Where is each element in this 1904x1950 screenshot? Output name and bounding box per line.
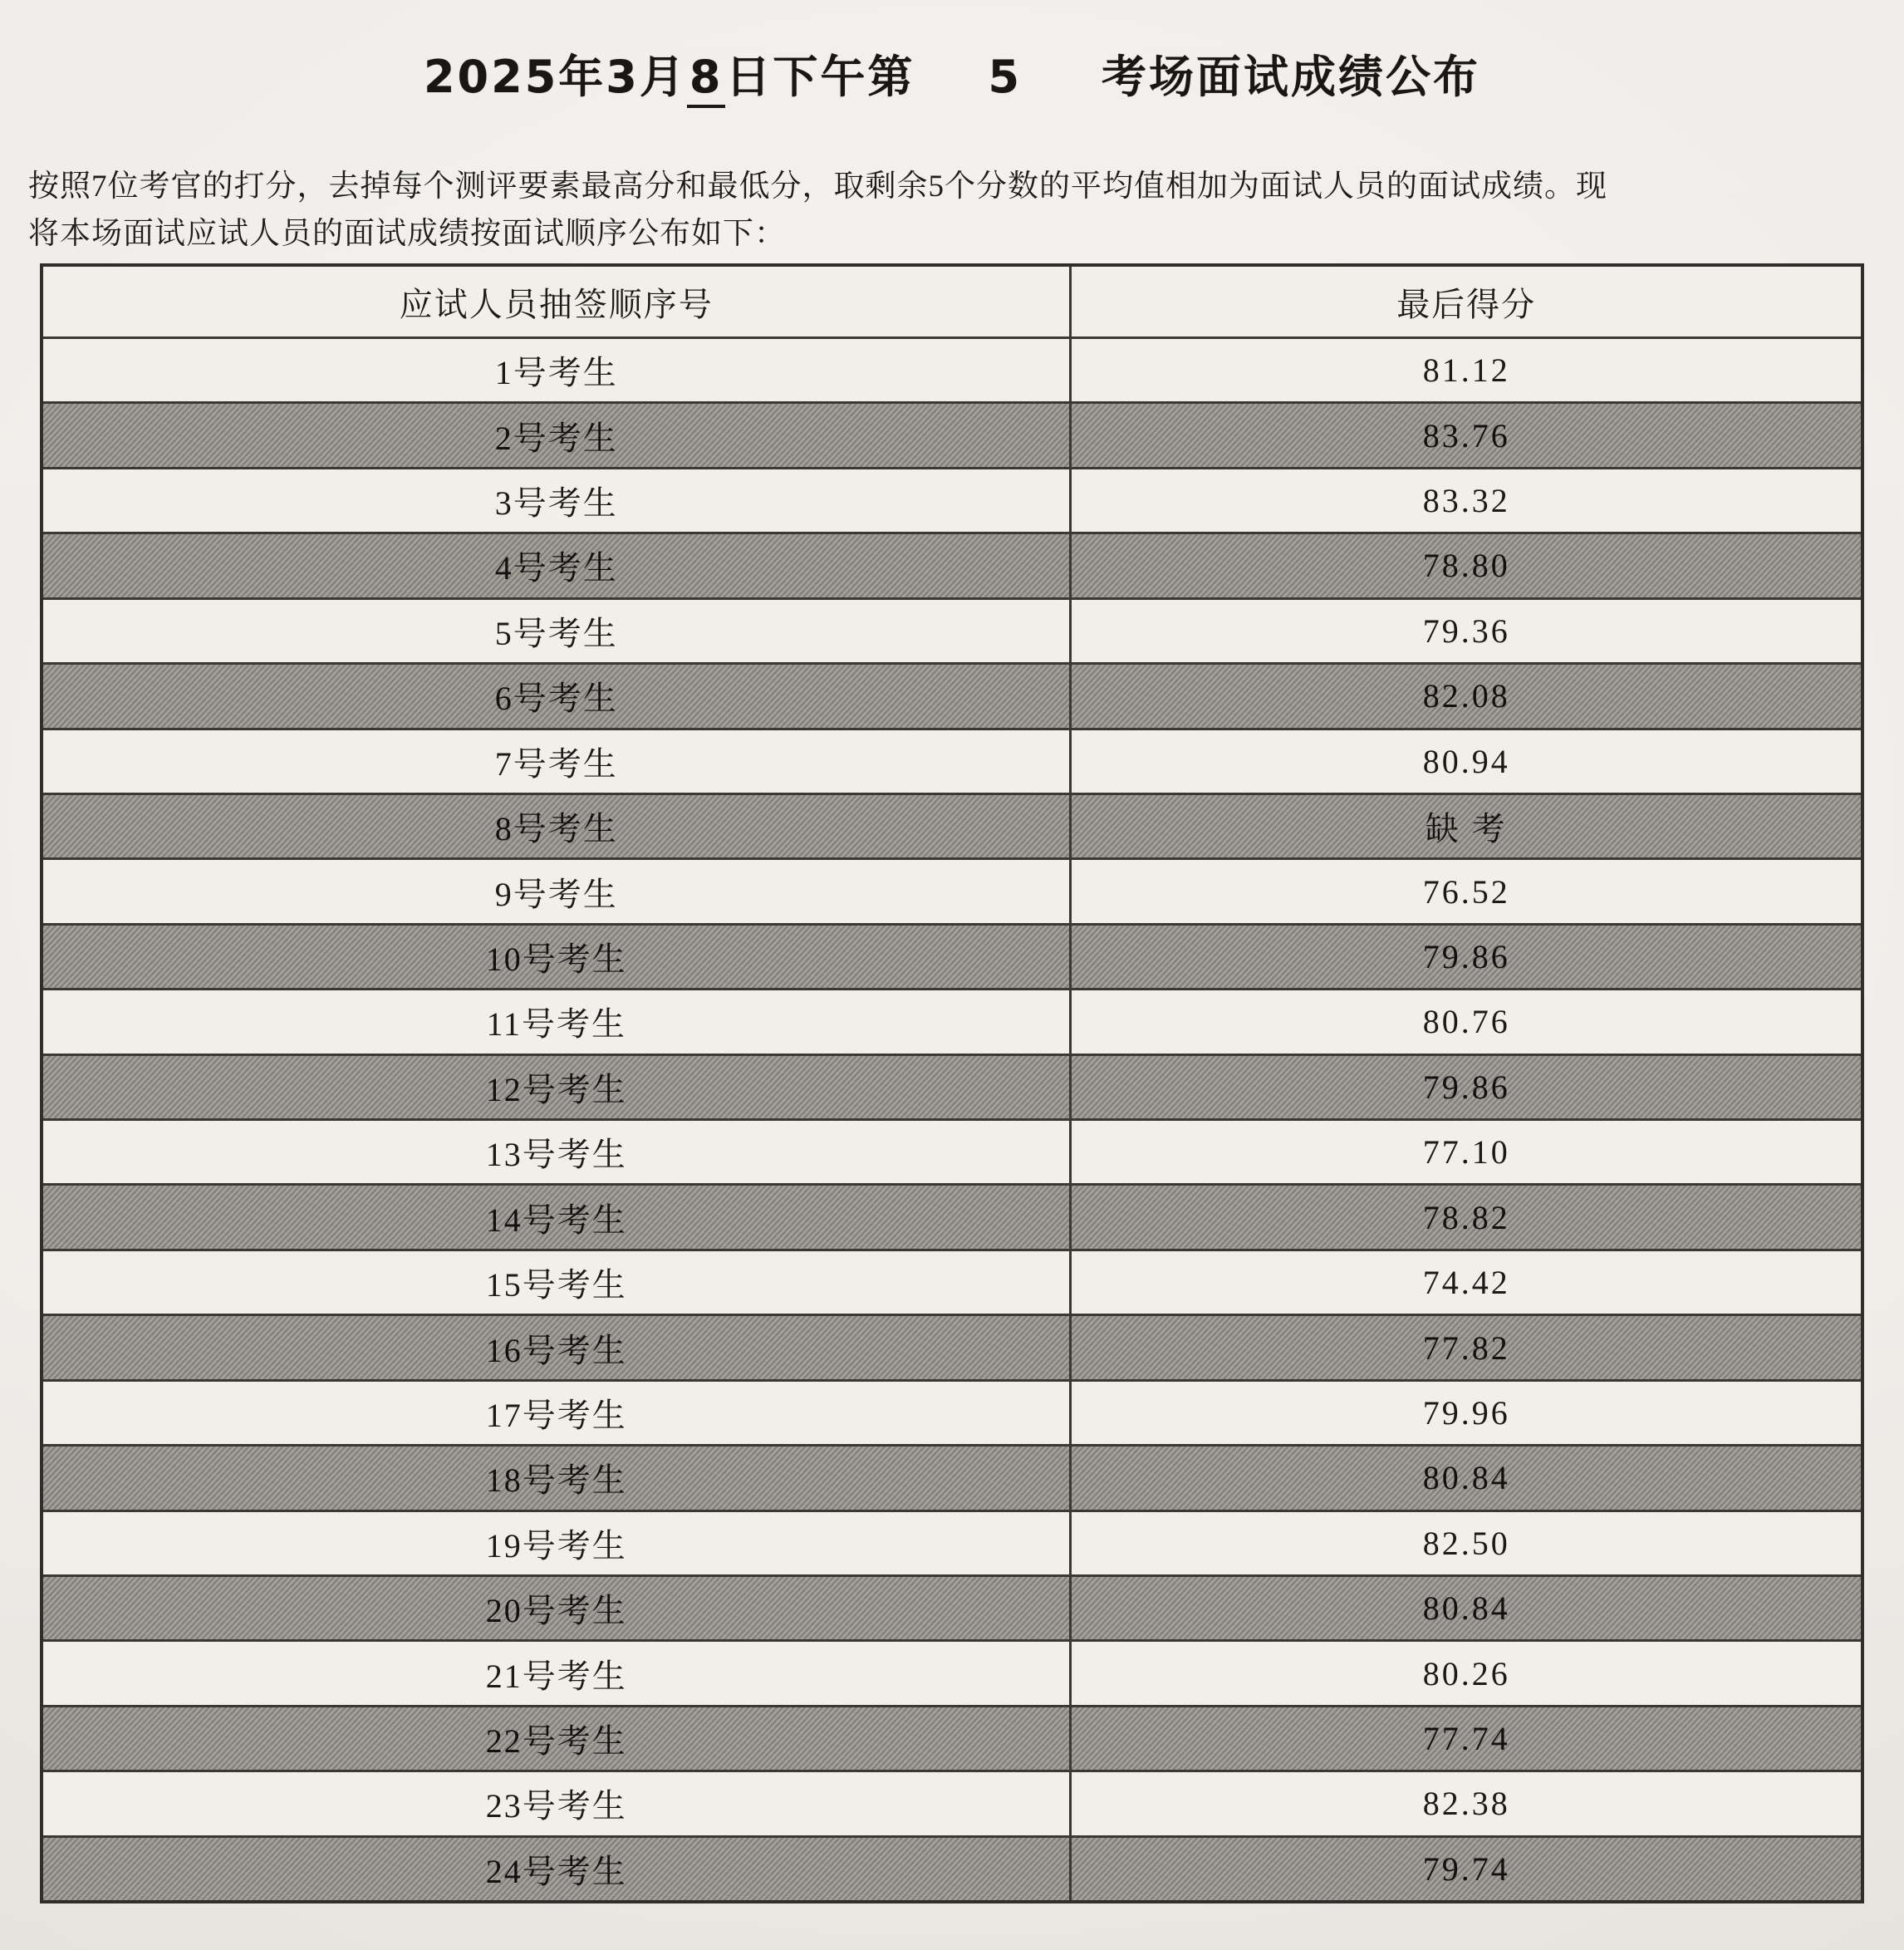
final-score-cell: 77.74 bbox=[1422, 1720, 1510, 1758]
candidate-order-cell: 22号考生 bbox=[43, 1707, 1072, 1770]
candidate-order-cell: 12号考生 bbox=[43, 1056, 1072, 1118]
candidate-order-cell: 20号考生 bbox=[43, 1577, 1072, 1639]
final-score-cell: 78.82 bbox=[1422, 1198, 1510, 1236]
table-row bbox=[43, 857, 1861, 922]
final-score-cell: 83.76 bbox=[1422, 416, 1510, 454]
table-row bbox=[43, 1054, 1861, 1118]
title-suffix: 考场面试成绩公布 bbox=[1102, 51, 1481, 103]
candidate-order-cell: 5号考生 bbox=[43, 600, 1072, 662]
final-score-cell: 79.96 bbox=[1422, 1393, 1510, 1432]
candidate-order-cell: 13号考生 bbox=[43, 1121, 1072, 1183]
table-header-row bbox=[43, 267, 1861, 336]
final-score-cell: 77.82 bbox=[1422, 1329, 1510, 1367]
candidate-order-cell: 21号考生 bbox=[43, 1642, 1072, 1704]
final-score-cell: 74.42 bbox=[1422, 1264, 1510, 1302]
score-table bbox=[40, 263, 1864, 1903]
candidate-order-cell: 10号考生 bbox=[43, 926, 1072, 988]
final-score-cell: 83.32 bbox=[1422, 482, 1510, 520]
candidate-order-cell: 24号考生 bbox=[43, 1838, 1072, 1900]
table-row bbox=[43, 728, 1861, 793]
candidate-order-cell: 19号考生 bbox=[43, 1512, 1072, 1574]
table-row bbox=[43, 597, 1861, 662]
final-score-cell: 82.50 bbox=[1422, 1524, 1510, 1562]
final-score-cell: 79.74 bbox=[1422, 1849, 1510, 1888]
final-score-cell: 82.08 bbox=[1422, 677, 1510, 715]
table-row bbox=[43, 1574, 1861, 1639]
header-cell-final-score: 最后得分 bbox=[1396, 285, 1537, 323]
candidate-order-cell: 23号考生 bbox=[43, 1772, 1072, 1835]
final-score-cell: 缺 考 bbox=[1425, 810, 1508, 848]
candidate-order-cell: 3号考生 bbox=[43, 469, 1072, 532]
final-score-cell: 76.52 bbox=[1422, 872, 1510, 911]
final-score-cell: 80.84 bbox=[1422, 1459, 1510, 1497]
table-row bbox=[43, 532, 1861, 597]
candidate-order-cell: 15号考生 bbox=[43, 1251, 1072, 1314]
intro-paragraph bbox=[28, 163, 1877, 258]
table-row bbox=[43, 401, 1861, 466]
table-row bbox=[43, 1705, 1861, 1770]
table-row bbox=[43, 467, 1861, 532]
table-row bbox=[43, 1314, 1861, 1378]
table-row bbox=[43, 1770, 1861, 1835]
table-row bbox=[43, 1444, 1861, 1509]
table-row bbox=[43, 923, 1861, 988]
table-row bbox=[43, 336, 1861, 401]
final-score-cell: 80.76 bbox=[1422, 1003, 1510, 1041]
table-row bbox=[43, 1835, 1861, 1900]
candidate-order-cell: 9号考生 bbox=[43, 860, 1072, 922]
final-score-cell: 80.26 bbox=[1422, 1654, 1510, 1692]
table-row bbox=[43, 662, 1861, 727]
candidate-order-cell: 6号考生 bbox=[43, 665, 1072, 727]
table-row bbox=[43, 1183, 1861, 1248]
table-row bbox=[43, 1639, 1861, 1704]
candidate-order-cell: 18号考生 bbox=[43, 1447, 1072, 1509]
final-score-cell: 79.86 bbox=[1422, 938, 1510, 975]
candidate-order-cell: 1号考生 bbox=[43, 339, 1072, 401]
candidate-order-cell: 7号考生 bbox=[43, 730, 1072, 793]
candidate-order-cell: 8号考生 bbox=[43, 795, 1072, 857]
title-day-filled-in: 8 bbox=[687, 51, 726, 108]
table-row bbox=[43, 1249, 1861, 1314]
intro-line-1: 按照7位考官的打分，去掉每个测评要素最高分和最低分，取剩余5个分数的平均值相加为面试人员的面试成绩。现 bbox=[28, 169, 1607, 204]
final-score-cell: 80.84 bbox=[1422, 1589, 1510, 1628]
final-score-cell: 82.38 bbox=[1422, 1785, 1510, 1823]
title-date-prefix: 2025年3月 bbox=[423, 51, 687, 103]
final-score-cell: 79.86 bbox=[1422, 1068, 1510, 1106]
candidate-order-cell: 16号考生 bbox=[43, 1316, 1072, 1378]
page-title bbox=[0, 42, 1904, 106]
final-score-cell: 77.10 bbox=[1422, 1133, 1510, 1171]
title-mid: 日下午第 bbox=[725, 51, 915, 103]
final-score-cell: 79.36 bbox=[1422, 612, 1510, 650]
candidate-order-cell: 17号考生 bbox=[43, 1382, 1072, 1444]
final-score-cell: 81.12 bbox=[1422, 351, 1510, 390]
table-row bbox=[43, 793, 1861, 857]
table-row bbox=[43, 988, 1861, 1053]
final-score-cell: 78.80 bbox=[1422, 547, 1510, 585]
final-score-cell: 80.94 bbox=[1422, 742, 1510, 780]
candidate-order-cell: 2号考生 bbox=[43, 404, 1072, 466]
candidate-order-cell: 4号考生 bbox=[43, 534, 1072, 597]
table-row bbox=[43, 1510, 1861, 1574]
table-row bbox=[43, 1118, 1861, 1183]
table-row bbox=[43, 1379, 1861, 1444]
candidate-order-cell: 14号考生 bbox=[43, 1186, 1072, 1248]
header-cell-candidate-order: 应试人员抽签顺序号 bbox=[43, 267, 1072, 336]
intro-line-2: 将本场面试应试人员的面试成绩按面试顺序公布如下： bbox=[28, 217, 786, 251]
title-room-number: 5 bbox=[988, 51, 1023, 103]
candidate-order-cell: 11号考生 bbox=[43, 990, 1072, 1053]
